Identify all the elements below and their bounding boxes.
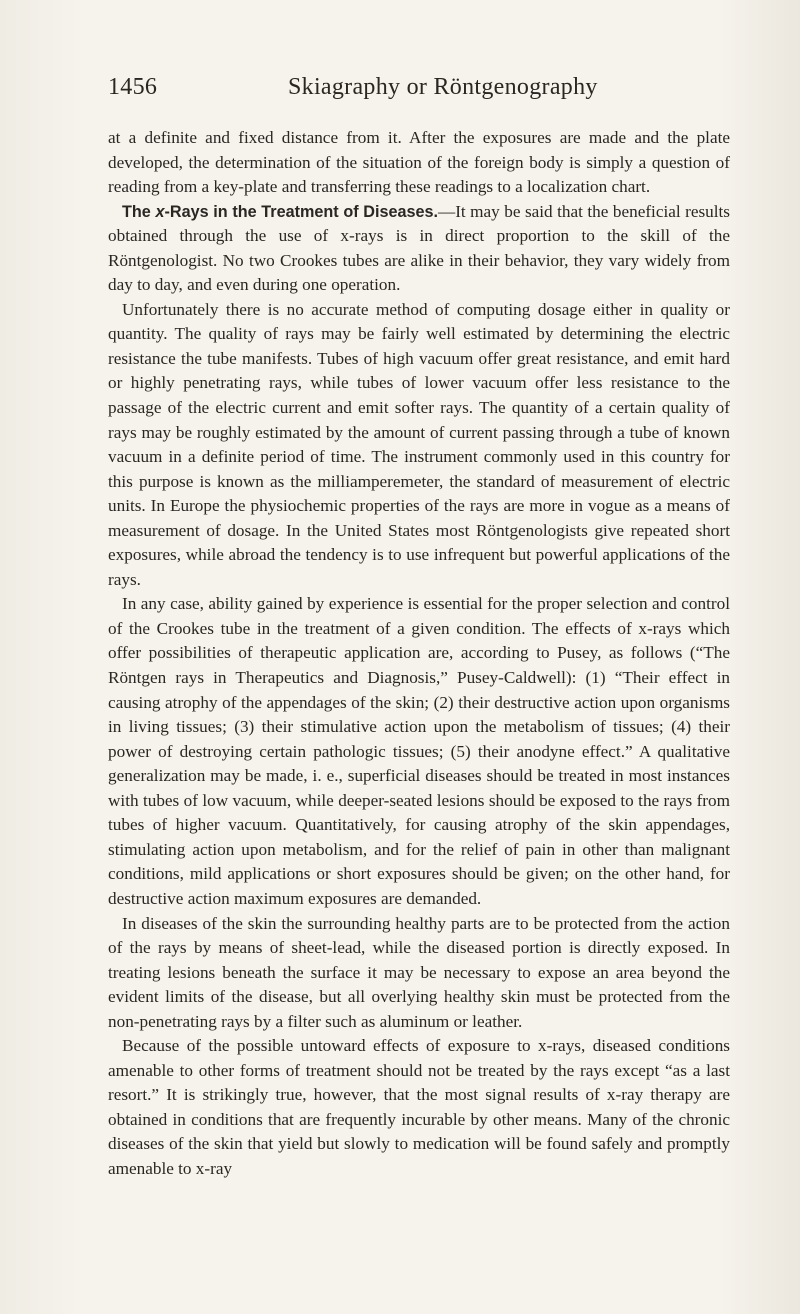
section-heading-rest: -Rays in the Treatment of Diseases. <box>164 202 439 221</box>
page-header <box>108 74 728 110</box>
page-number: 1456 <box>108 74 158 100</box>
body-text <box>108 126 730 1182</box>
paragraph-skin-diseases: In diseases of the skin the surrounding healthy parts are to be protected from the action of the rays by means of sheet-lead, while the diseased portion is directly exposed. In treating lesions beneath the surface it may be necessary to expose an area beyond the evident limits of the disease, but all overlying healthy skin must be protected from the non-penetrating rays by a filter such as aluminum or leather. <box>108 913 730 1031</box>
paragraph-untoward-effects: Because of the possible untoward effects of exposure to x-rays, diseased conditions amenable to other forms of treatment should not be treated by the rays except “as a last resort.” It is strikingly true, however, that the most signal results of x-ray therapy are obtained in conditions that are frequently incurable by other means. Many of the chronic diseases of the skin that yield but slowly to medication will be found safely and promptly amenable to x-ray <box>108 1036 730 1178</box>
section-heading-x: x <box>155 202 165 221</box>
paragraph-effects: In any case, ability gained by experience is essential for the proper selection and control of the Crookes tube in the treatment of a given condition. The effects of x-rays which offer possibilities of therapeutic application are, according to Pusey, as follows (“The Röntgen rays in Therapeutics and Diagnosis,” Pusey-Caldwell): (1) “Their effect in causing atrophy of the appendages of the skin; (2) their destructive action upon organisms in living tissues; (3) their stimulative action upon the metabolism of tissues; (4) their power of destroying certain pathologic tissues; (5) their anodyne effect.” A qualitative generalization may be made, i. e., superficial diseases should be treated in most instances with tubes of low vacuum, while deeper-seated lesions should be exposed to the rays from tubes of higher vacuum. Quantitatively, for causing atrophy of the skin appendages, stimulating action upon metabolism, and for the relief of pain in other than malignant conditions, mild applications or short exposures should be given; on the other hand, for destructive action maximum exposures are demanded. <box>108 594 730 908</box>
section-heading <box>122 203 438 221</box>
paragraph-section-xrays-treatment <box>108 200 730 298</box>
paragraph-dosage: Unfortunately there is no accurate method of computing dosage either in quality or quantity. The quality of rays may be fairly well estimated by determining the electric resistance the tube manifests. Tubes of high vacuum offer great resistance, and emit hard or highly penetrating rays, while tubes of lower vacuum offer less resistance to the passage of the electric current and emit softer rays. The quantity of a certain quality of rays may be roughly estimated by the amount of current passing through a tube of known vacuum in a definite period of time. The instrument commonly used in this country for this purpose is known as the milliamperemeter, the standard of measurement of electric units. In Europe the physiochemic properties of the rays are more in vogue as a means of measurement of dosage. In the United States most Röntgenologists give repeated short exposures, while abroad the tendency is to use infrequent but powerful applications of the rays. <box>108 299 730 589</box>
paragraph-continuation: at a definite and fixed distance from it. After the exposures are made and the plate developed, the determination of the situation of the foreign body is simply a question of reading from a key-plate and transferring these readings to a localization chart. <box>108 128 730 197</box>
section-paragraph-text: —It may be said that the beneficial results obtained through the use of x-rays is in direct proportion to the skill of the Röntgenologist. No two Crookes tubes are alike in their behavior, they vary widely from day to day, and even during one operation. <box>108 201 730 295</box>
running-title: Skiagraphy or Röntgenography <box>288 74 598 100</box>
section-heading-pre: The <box>122 202 156 221</box>
